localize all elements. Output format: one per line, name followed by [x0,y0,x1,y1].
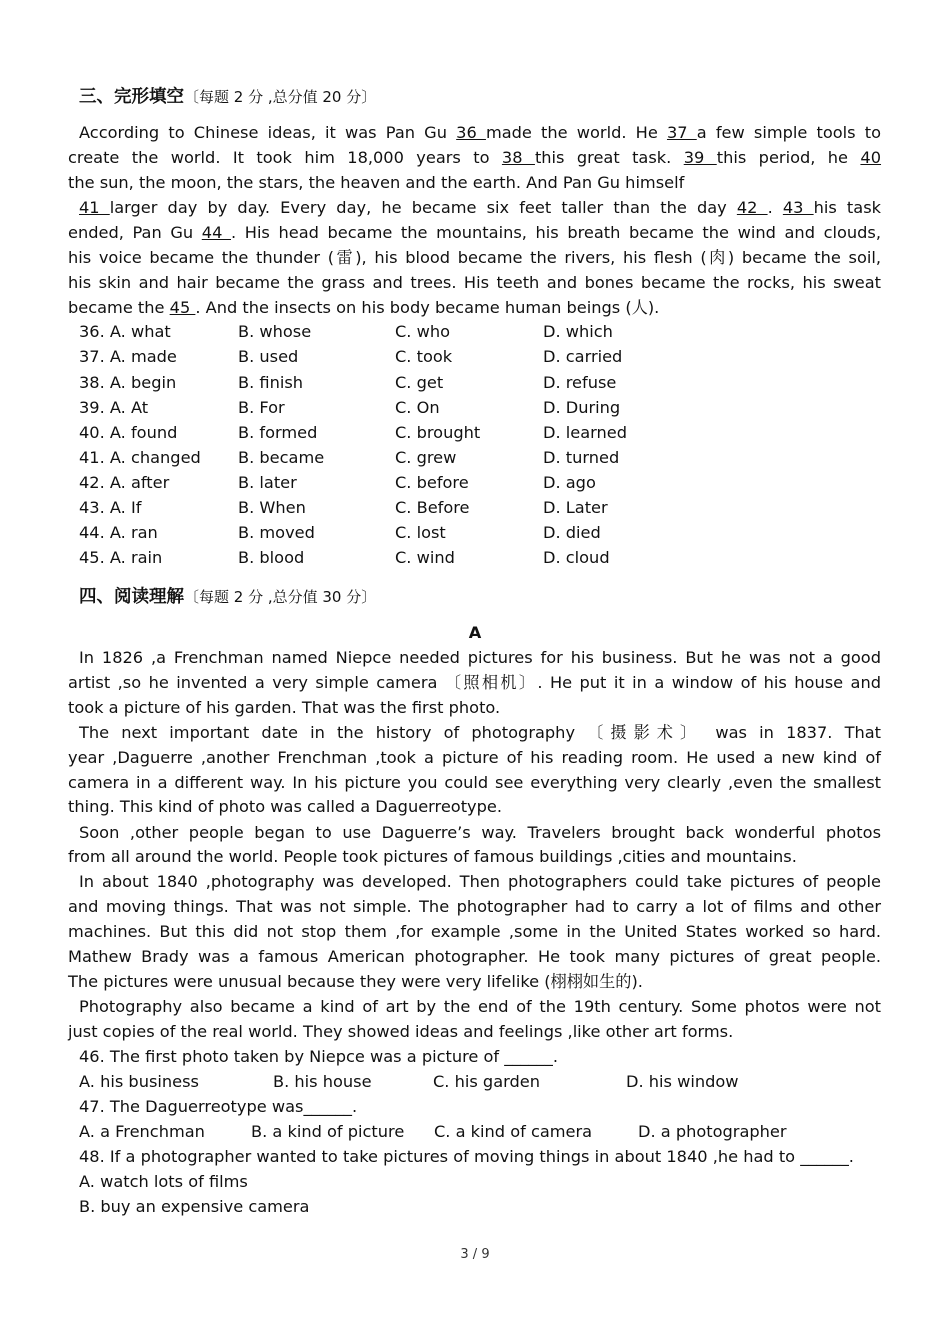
blank-40: 40 [860,148,882,167]
section-3-heading [79,86,376,108]
reading-line-13: Mathew Brady was a famous American photographer. He took many pictures of great people. [68,947,881,966]
q41-option-b: B. became [238,448,325,467]
q40-option-a: 40. A. found [79,423,178,442]
cloze-text: . [767,198,783,217]
cloze-text: became the [68,298,170,317]
q45-option-a: 45. A. rain [79,548,163,567]
q37-option-d: D. carried [543,347,623,366]
page-number: 3 / 9 [460,1247,490,1262]
q45-option-b: B. blood [238,548,305,567]
section-4-note: 〔每题 2 分 ,总分值 30 分〕 [184,588,377,606]
q47-option-a: A. a Frenchman [79,1122,205,1141]
q47-option-b: B. a kind of picture [251,1122,405,1141]
reading-line-15: Photography also became a kind of art by the end of the 19th century. Some photos were not [79,997,881,1016]
cloze-text: this great task. [534,148,684,167]
reading-line-11: and moving things. That was not simple. The photographer had to carry a lot of films and other [68,897,881,916]
q41-option-c: C. grew [395,448,457,467]
q37-option-a: 37. A. made [79,347,177,366]
q40-option-b: B. formed [238,423,318,442]
cloze-line-1 [79,122,881,144]
q36-option-a: 36. A. what [79,322,171,341]
blank-44: 44 [201,223,231,242]
q47-stem: 47. The Daguerreotype was______. [79,1097,358,1116]
q38-option-c: C. get [395,373,444,392]
q43-option-d: D. Later [543,498,608,517]
q46-option-b: B. his house [273,1072,372,1091]
reading-line-12: machines. But this did not stop them ,for example ,some in the United States worked so hard. [68,922,881,941]
q37-option-b: B. used [238,347,299,366]
q41-option-d: D. turned [543,448,620,467]
cloze-line-3: the sun, the moon, the stars, the heaven and the earth. And Pan Gu himself [68,173,685,192]
q38-option-d: D. refuse [543,373,617,392]
q42-option-a: 42. A. after [79,473,170,492]
cloze-text: made the world. He [485,123,667,142]
q39-option-a: 39. A. At [79,398,149,417]
q47-option-d: D. a photographer [638,1122,787,1141]
cloze-text: create the world. It took him 18,000 years to [68,148,502,167]
q46-stem: 46. The first photo taken by Niepce was a picture of ______. [79,1047,558,1066]
reading-line-2: artist ,so he invented a very simple camera 〔照相机〕. He put it in a window of his house and [68,673,881,692]
passage-label: A [468,623,482,642]
blank-39: 39 [683,148,717,167]
q41-option-a: 41. A. changed [79,448,201,467]
blank-38: 38 [501,148,535,167]
cloze-text: a few simple tools to [696,123,882,142]
q44-option-b: B. moved [238,523,315,542]
q43-option-b: B. When [238,498,306,517]
blank-43: 43 [782,198,814,217]
blank-36: 36 [456,123,486,142]
cloze-text: ended, Pan Gu [68,223,202,242]
cloze-line-5 [68,222,881,244]
q44-option-d: D. died [543,523,601,542]
section-4-heading [79,586,376,608]
q38-option-b: B. finish [238,373,304,392]
q48-stem: 48. If a photographer wanted to take pictures of moving things in about 1840 ,he had to ______. [79,1147,854,1166]
q42-option-b: B. later [238,473,297,492]
blank-45: 45 [169,298,196,317]
cloze-text: his task [813,198,882,217]
q42-option-c: C. before [395,473,469,492]
q38-option-a: 38. A. begin [79,373,177,392]
blank-41: 41 [79,198,110,217]
q39-option-d: D. During [543,398,621,417]
q45-option-c: C. wind [395,548,455,567]
q48-option-a: A. watch lots of films [79,1172,248,1191]
q45-option-d: D. cloud [543,548,610,567]
cloze-text: According to Chinese ideas, it was Pan Gu [79,123,457,142]
reading-line-14: The pictures were unusual because they were very lifelike (栩栩如生的). [68,972,643,991]
cloze-text: this period, he [716,148,861,167]
reading-line-10: In about 1840 ,photography was developed. Then photographers could take pictures of people [79,872,881,891]
q47-option-c: C. a kind of camera [434,1122,593,1141]
cloze-line-2 [68,147,881,169]
cloze-line-4 [79,197,881,219]
section-3-note: 〔每题 2 分 ,总分值 20 分〕 [184,88,377,106]
q43-option-a: 43. A. If [79,498,142,517]
reading-line-16: just copies of the real world. They showed ideas and feelings ,like other art forms. [68,1022,734,1041]
reading-line-7: thing. This kind of photo was called a Daguerreotype. [68,797,503,816]
reading-line-5: year ,Daguerre ,another Frenchman ,took a picture of his reading room. He used a new kind of [68,748,881,767]
reading-line-4: The next important date in the history of photography 〔摄影术〕 was in 1837. That [79,723,881,742]
q46-option-d: D. his window [626,1072,739,1091]
q40-option-c: C. brought [395,423,481,442]
q43-option-c: C. Before [395,498,470,517]
q36-option-c: C. who [395,322,450,341]
reading-line-1: In 1826 ,a Frenchman named Niepce needed pictures for his business. But he was not a good [79,648,881,667]
q44-option-c: C. lost [395,523,446,542]
cloze-text: . And the insects on his body became human beings (人). [195,298,660,317]
reading-line-8: Soon ,other people began to use Daguerre’s way. Travelers brought back wonderful photos [79,823,881,842]
blank-42: 42 [736,198,768,217]
q46-option-c: C. his garden [433,1072,540,1091]
cloze-line-8 [68,297,659,319]
cloze-line-7: his skin and hair became the grass and trees. His teeth and bones became the rocks, his sweat [68,273,881,292]
cloze-line-6: his voice became the thunder (雷), his blood became the rivers, his flesh (肉) became the soil, [68,248,881,267]
q39-option-b: B. For [238,398,285,417]
reading-line-3: took a picture of his garden. That was the first photo. [68,698,501,717]
section-3-title: 三、完形填空 [79,87,184,107]
reading-line-6: camera in a different way. In his picture you could see everything very clearly ,even the smallest [68,773,881,792]
q37-option-c: C. took [395,347,453,366]
q36-option-d: D. which [543,322,613,341]
q42-option-d: D. ago [543,473,596,492]
q46-option-a: A. his business [79,1072,199,1091]
q36-option-b: B. whose [238,322,312,341]
reading-line-9: from all around the world. People took pictures of famous buildings ,cities and mountains. [68,847,797,866]
cloze-text: . His head became the mountains, his breath became the wind and clouds, [231,223,882,242]
section-4-title: 四、阅读理解 [79,587,184,607]
blank-37: 37 [666,123,697,142]
q44-option-a: 44. A. ran [79,523,158,542]
q40-option-d: D. learned [543,423,627,442]
q48-option-b: B. buy an expensive camera [79,1197,310,1216]
cloze-text: larger day by day. Every day, he became six feet taller than the day [109,198,737,217]
q39-option-c: C. On [395,398,440,417]
